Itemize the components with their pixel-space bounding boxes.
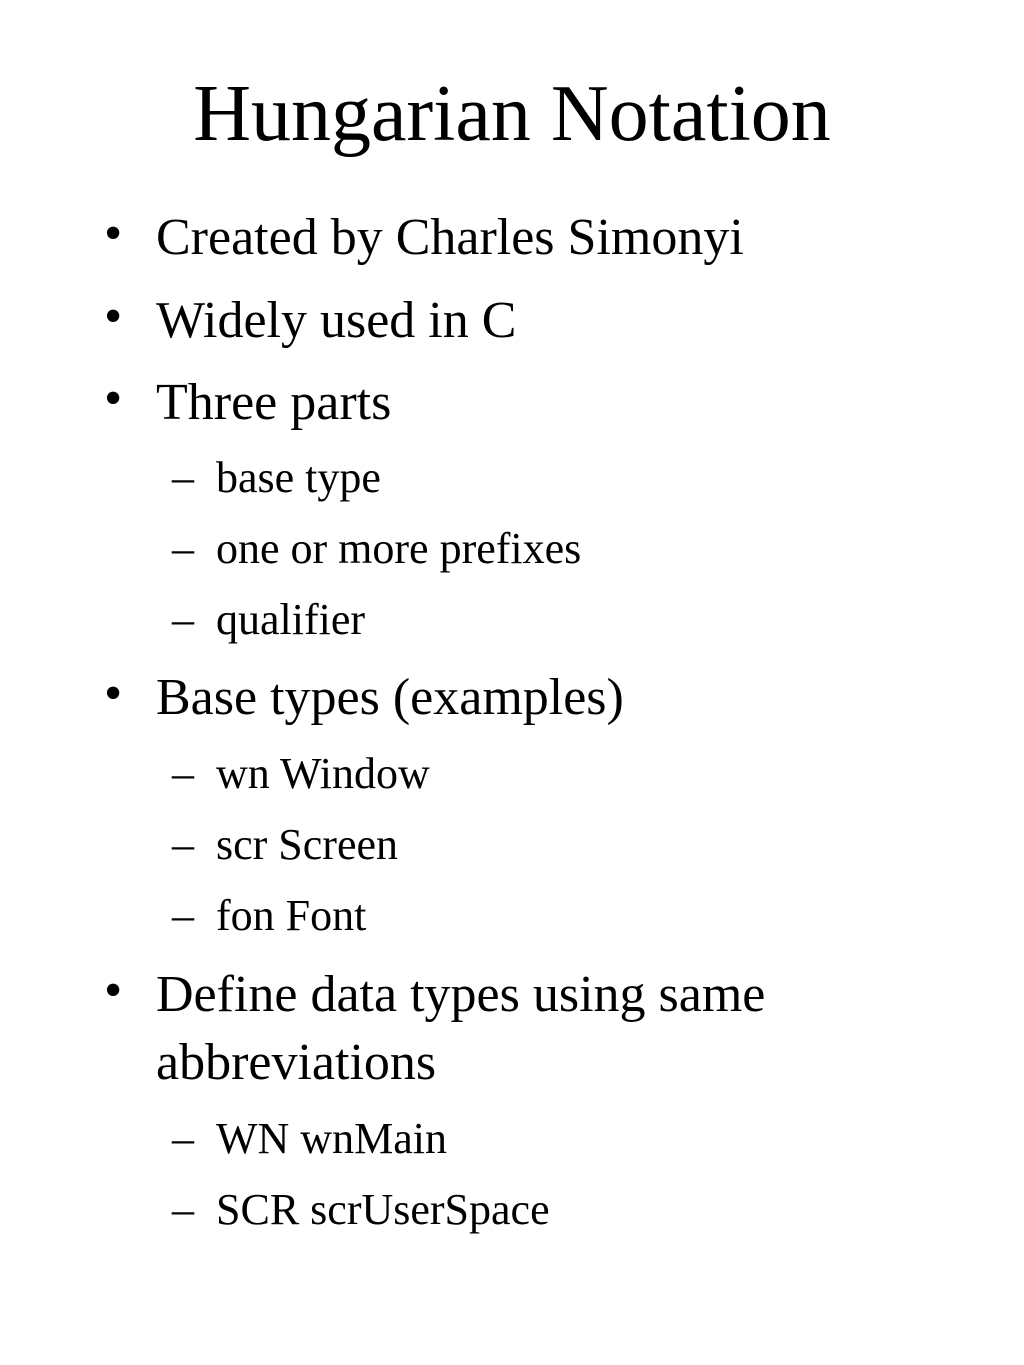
sub-text: scr Screen (216, 820, 399, 869)
bullet-text-line1: Define data types using same (156, 966, 766, 1023)
sub-text: qualifier (216, 595, 366, 644)
sub-text: WN wnMain (216, 1114, 447, 1163)
bullet-text: Three parts (156, 374, 392, 431)
sub-marker: – (172, 891, 194, 940)
sub-marker: – (172, 820, 194, 869)
bullet-marker: • (104, 205, 123, 262)
bullet-marker: • (104, 665, 123, 722)
sub-marker: – (172, 524, 194, 573)
sub-marker: – (172, 595, 194, 644)
sub-text: fon Font (216, 891, 367, 940)
bullet-marker: • (104, 962, 123, 1019)
sub-text: wn Window (216, 749, 430, 798)
sub-text: base type (216, 453, 381, 502)
bullet-marker: • (104, 370, 123, 427)
bullet-text: Created by Charles Simonyi (156, 209, 744, 266)
bullet-text: Base types (examples) (156, 669, 624, 726)
bullet-text: Widely used in C (156, 292, 517, 349)
sub-text: one or more prefixes (216, 524, 582, 573)
sub-text: SCR scrUserSpace (216, 1185, 550, 1234)
bullet-marker: • (104, 288, 123, 345)
sub-marker: – (172, 749, 194, 798)
sub-marker: – (172, 1185, 194, 1234)
bullet-text-line2: abbreviations (156, 1034, 437, 1091)
sub-marker: – (172, 1114, 194, 1163)
slide-title: Hungarian Notation (193, 70, 831, 158)
sub-marker: – (172, 453, 194, 502)
